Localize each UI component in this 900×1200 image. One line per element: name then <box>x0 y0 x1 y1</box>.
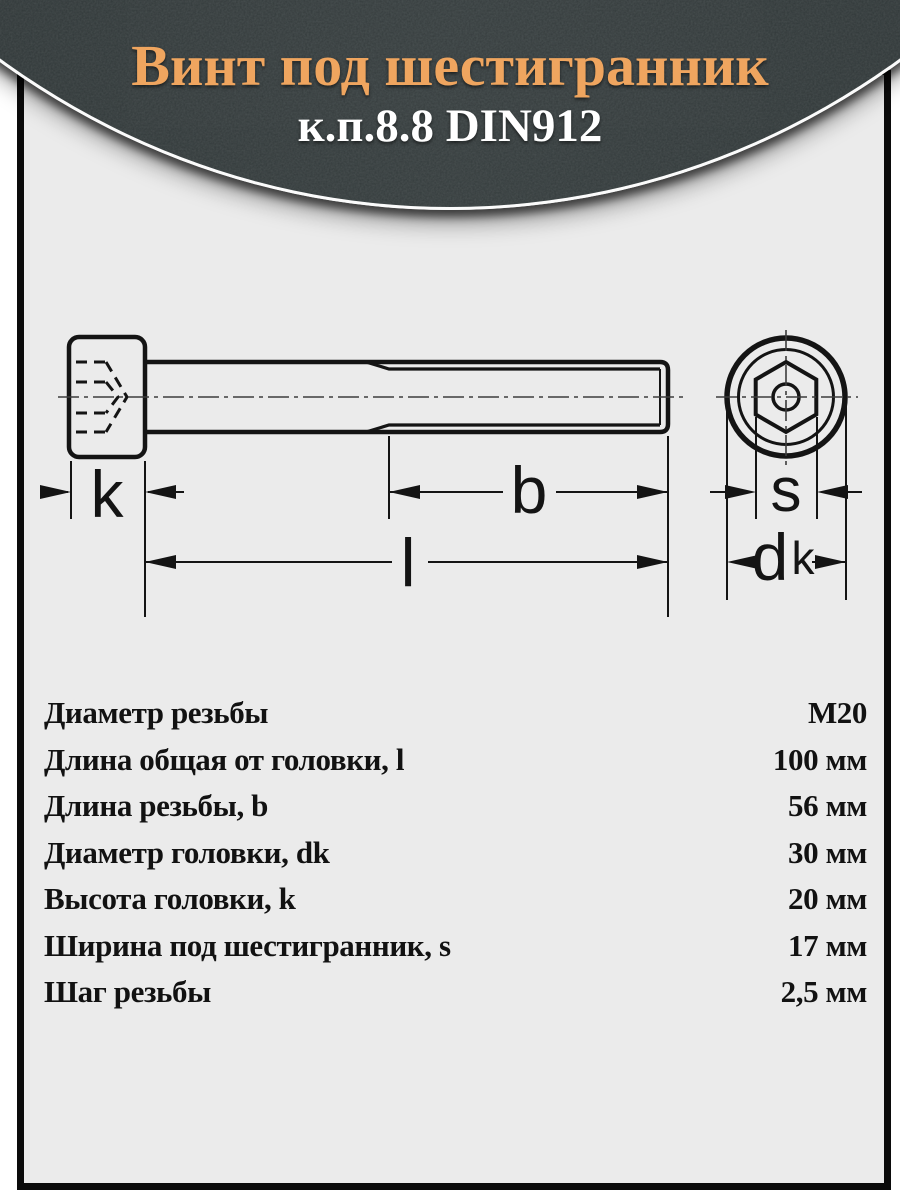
spec-value: 17 мм <box>788 927 867 963</box>
dim-label-dk-k: k <box>791 532 815 584</box>
spec-value: 20 мм <box>788 881 867 916</box>
spec-value: М20 <box>807 695 867 730</box>
dim-label-k: k <box>90 457 124 531</box>
spec-label: Диаметр резьбы <box>44 695 269 730</box>
spec-value: 56 мм <box>788 788 867 823</box>
dim-label-l: l <box>400 525 416 601</box>
spec-table <box>44 690 867 1016</box>
spec-label: Ширина под шестигранник, s <box>44 927 451 963</box>
spec-label: Шаг резьбы <box>44 974 211 1009</box>
spec-value: 100 мм <box>772 741 867 777</box>
page-title: Винт под шестигранник <box>131 33 769 98</box>
dim-label-b: b <box>510 453 548 527</box>
dimension-b <box>389 436 668 527</box>
spec-row <box>44 969 867 1016</box>
screw-end-view <box>710 330 862 600</box>
dimension-k <box>40 457 184 617</box>
spec-row <box>44 923 867 970</box>
dimension-l <box>145 436 668 617</box>
page-subtitle: к.п.8.8 DIN912 <box>297 100 603 152</box>
spec-value: 2,5 мм <box>780 974 867 1009</box>
spec-label: Диаметр головки, dk <box>44 834 330 870</box>
screw-side-view <box>40 337 686 617</box>
spec-label: Длина резьбы, b <box>44 788 268 823</box>
spec-row <box>44 830 867 877</box>
spec-row <box>44 783 867 830</box>
spec-row <box>44 690 867 737</box>
dim-label-s: s <box>770 456 802 525</box>
spec-label: Высота головки, k <box>44 881 296 916</box>
spec-label: Длина общая от головки, l <box>44 741 405 777</box>
spec-row <box>44 737 867 784</box>
dim-label-dk-d: d <box>751 520 789 594</box>
spec-value: 30 мм <box>788 834 867 870</box>
spec-row <box>44 876 867 923</box>
